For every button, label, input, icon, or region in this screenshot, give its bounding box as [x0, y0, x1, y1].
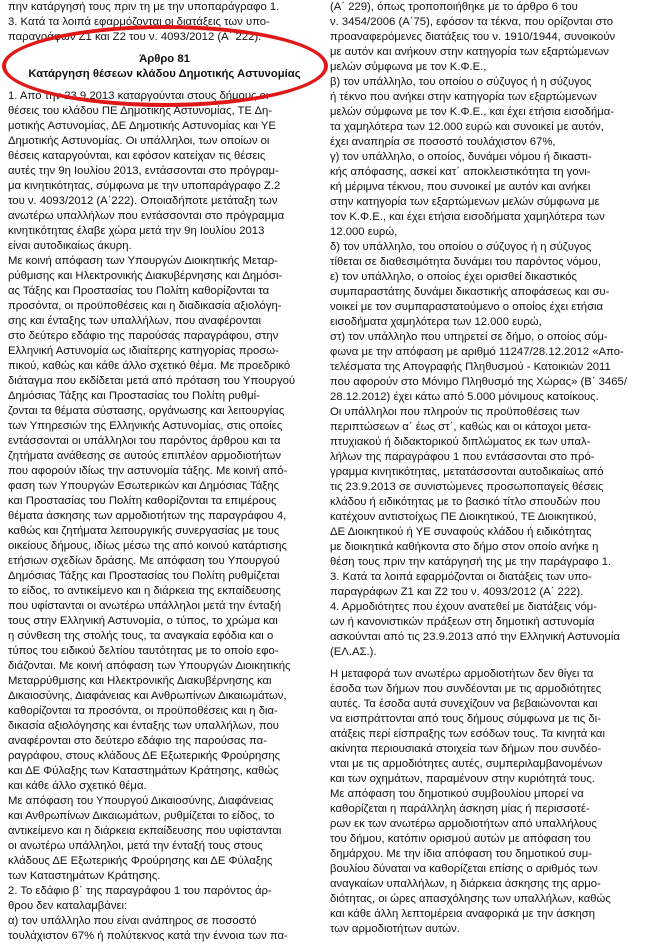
text-line: καθώς και ζητήματα λειτουργικής συνεργασίας με τους: [8, 525, 280, 537]
text-line: ρύθμισης και Ηλεκτρονικής Διακυβέρνησης και Δημόσι-: [8, 270, 283, 282]
text-line: του δήμου, κατόπιν ορισμού αυτών με απόφαση του: [330, 833, 591, 845]
text-line: κλάδου ή ειδικότητας με το βασικό τίτλο σπουδών που: [330, 496, 601, 508]
text-line: του ν. 4093/2012 (Α΄222). Οποιαδήποτε μετάταξη των: [8, 195, 278, 207]
text-line: και ΔΕ Φύλαξης των Καταστημάτων Κράτησης, καθώς: [8, 765, 279, 777]
text-line: τίθεται σε διαθεσιμότητα δυνάμει του παρόντος νόμου,: [330, 256, 601, 268]
text-line: στ) τον υπάλληλο που υπηρετεί σε δήμο, ο οποίος σύμ-: [330, 331, 608, 343]
text-line: Δημόσιας Τάξης και Προστασίας του Πολίτη ρυθμίζεται: [8, 570, 280, 582]
text-line: 3. Κατά τα λοιπά εφαρμόζονται οι διατάξεις των υπο-: [8, 16, 270, 28]
text-line: ραγράφου, στους κλάδους ΔΕ Εξωτερικής Φρούρησης: [8, 750, 281, 762]
text-line: διάζονται. Με κοινή απόφαση των Υπουργών Διοικητικής: [8, 660, 291, 672]
text-line: τους στην Ελληνική Αστυνομία, ο τύπος, το χρώμα και: [8, 615, 278, 627]
right-text-column: [330, 0, 643, 937]
text-line: κή μέριμνα τέκνου, που συνοικεί με αυτόν και ανήκει: [330, 181, 591, 193]
text-line: διότητας, οι ώρες απασχόλησης των υπαλλήλων, καθώς: [330, 893, 611, 905]
text-line: φωνα με την απόφαση με αριθμό 11247/28.12.2012 «Απο-: [330, 346, 624, 358]
text-line: και κάθε άλλη λεπτομέρεια αναφορικά με την άσκηση: [330, 908, 596, 920]
text-line: τον Κ.Φ.Ε., και έχει ετήσια εισοδήματα χαμηλότερα των: [330, 211, 605, 223]
text-line: τύπος του ειδικού δελτίου ταυτότητας με το οποίο εφο-: [8, 645, 279, 657]
text-line: κλάδους ΔΕ Εξωτερικής Φρούρησης και ΔΕ Φύλαξης: [8, 855, 273, 867]
text-line: κής απόφασης, ασκεί κατ΄ αποκλειστικότητα τη γονι-: [330, 166, 591, 178]
text-line: Η μεταφορά των ανωτέρω αρμοδιοτήτων δεν θίγει τα: [330, 668, 594, 680]
text-line: που υφίστανται οι ανωτέρω υπάλληλοι μετά την ένταξή: [8, 600, 282, 612]
text-line: σης και ένταξης των υπαλλήλων, που αναφέρονται: [8, 315, 262, 327]
text-line: Δημόσιας Τάξης και Προστασίας του Πολίτη ρυθμί-: [8, 390, 260, 402]
text-line: Μεταρρύθμισης και Ηλεκτρονικής Διακυβέρνησης και: [8, 675, 272, 687]
text-line: θέσεις του κλάδου ΠΕ Δημοτικής Αστυνομίας, ΤΕ Δη-: [8, 105, 273, 117]
text-line: μα κινητικότητας, σύμφωνα με την υποπαράγραφο Ζ.2: [8, 180, 281, 192]
text-line: κινητικότητας έλαβε χώρα μετά την 9η Ιουλίου 2013: [8, 225, 265, 237]
text-line: νοικεί με τον συμπαραστατούμενο ο οποίος έχει ετήσια: [330, 301, 604, 313]
text-line: η σύνθεση της στολής τους, τα αναγκαία εφόδια και ο: [8, 630, 274, 642]
text-line: μοτικής Αστυνομίας, ΔΕ Δημοτικής Αστυνομίας και ΥΕ: [8, 120, 276, 132]
text-line: λήλων της παραγράφου 1 που εντάσσονται στο πρό-: [330, 451, 595, 463]
text-line: Με απόφαση του Υπουργού Δικαιοσύνης, Διαφάνειας: [8, 795, 274, 807]
text-line: μελών σύμφωνα με τον Κ.Φ.Ε.,: [330, 61, 487, 73]
text-line: αναγκαίων υπαλλήλων, η διάρκεια άσκησης της αρμο-: [330, 878, 601, 890]
text-line: δημάρχου. Με την ίδια απόφαση του δημοτικού συμ-: [330, 848, 592, 860]
text-line: ων ή κανονιστικών πράξεων στη δημοτική αστυνομία: [330, 616, 595, 628]
text-line: 4. Αρμοδιότητες που έχουν ανατεθεί με διατάξεις νόμ-: [330, 601, 597, 613]
text-line: των αρμοδιοτήτων αυτών.: [330, 923, 460, 935]
text-line: και Προστασίας του Πολίτη καθορίζονται τα επιμέρους: [8, 495, 277, 507]
text-line: δικασία αξιολόγησης και ένταξης των υπαλλήλων, που: [8, 720, 279, 732]
text-line: ν. 3454/2006 (Α΄75), εφόσον τα τέκνα, που ορίζονται στο: [330, 16, 614, 28]
text-line: οικείους δήμους, ιδίως μέσω της από κοινού κατάρτισης: [8, 540, 287, 552]
text-line: τα χαμηλότερα των 12.000 ευρώ και συνοικεί με αυτόν,: [330, 121, 604, 133]
text-line: τελέσματα της Απογραφής Πληθυσμού - Κατοικιών 2011: [330, 361, 611, 373]
text-line: 3. Κατά τα λοιπά εφαρμόζονται οι διατάξεις των υπο-: [330, 571, 592, 583]
text-line: και των οχημάτων, παραμένουν στην κυριότητά τους.: [330, 773, 595, 785]
text-line: ας Τάξης και Προστασίας του Πολίτη καθορίζονται τα: [8, 285, 270, 297]
text-line: (Α΄ 229), όπως τροποποιήθηκε με το άρθρο 6 του: [330, 1, 578, 13]
text-line: ζονται τα θέματα σύστασης, οργάνωσης και λειτουργίας: [8, 405, 285, 417]
text-line: τις 23.9.2013 σε συνιστώμενες προσωποπαγείς θέσεις: [330, 481, 604, 493]
text-line: 1. Από την 23.9.2013 καταργούνται στους δήμους οι: [8, 90, 269, 102]
text-line: να εισπράττονται από τους δήμους σύμφωνα με τις δι-: [330, 713, 601, 725]
paragraph-gap: [8, 82, 321, 89]
text-line: και κάθε άλλο σχετικό θέμα.: [8, 780, 147, 792]
text-line: φαση των Υπουργών Εσωτερικών και Δημόσιας Τάξης: [8, 480, 280, 492]
text-line: με διοικητικά καθήκοντα στο δήμο στον οποίο ανήκε η: [330, 541, 599, 553]
text-line: ε) τον υπάλληλο, ο οποίος έχει ορισθεί δικαστικός: [330, 271, 577, 283]
text-line: βουλίου δύναται να καθορίζεται επίσης ο αριθμός των: [330, 863, 598, 875]
text-line: των Υπηρεσιών της Ελληνικής Αστυνομίας, στις οποίες: [8, 420, 283, 432]
text-line: το είδος, το αντικείμενο και η διάρκεια της εκπαίδευσης: [8, 585, 281, 597]
text-line: Οι υπάλληλοι που πληρούν τις προϋποθέσεις των: [330, 406, 580, 418]
text-line: αυτές την 9η Ιουλίου 2013, εντάσσονται στο πρόγραμ-: [8, 165, 279, 177]
text-line: παραγράφων Ζ1 και Ζ2 του ν. 4093/2012 (Α΄ 222).: [330, 586, 584, 598]
text-line: ρων εκ των ανωτέρω αρμοδιοτήτων από υπαλλήλους: [330, 818, 597, 830]
text-line: γ) τον υπάλληλο, ο οποίος, δυνάμει νόμου ή δικαστι-: [330, 151, 592, 163]
paragraph-gap: [8, 45, 321, 52]
text-line: με αυτόν και ανήκουν στην κατηγορία των εξαρτώμενων: [330, 46, 609, 58]
text-line: είναι αυτοδικαίως άκυρη.: [8, 240, 132, 252]
text-line: αυτές. Τα έσοδα αυτά συνεχίζουν να βεβαιώνονται και: [330, 698, 598, 710]
text-line: Με απόφαση του δημοτικού συμβουλίου μπορεί να: [330, 788, 584, 800]
text-line: ετήσιων σχεδίων δράσης. Με απόφαση του Υπουργού: [8, 555, 280, 567]
text-line: β) τον υπάλληλο, του οποίου ο σύζυγος ή η σύζυγος: [330, 76, 592, 88]
text-line: μελών σύμφωνα με τον Κ.Φ.Ε., και έχει ετήσια εισοδήμα-: [330, 106, 615, 118]
text-line: Δημοτικής Αστυνομίας. Οι υπάλληλοι, των οποίων οι: [8, 135, 270, 147]
text-line: α) τον υπάλληλο που είναι ανάπηρος σε ποσοστό: [8, 915, 257, 927]
text-line: θέση τους πριν την κατάργησή της με την παράγραφο 1.: [330, 556, 612, 568]
text-line: ΔΕ Διοικητικού ή ΥΕ συναφούς κλάδου ή ειδικότητας: [330, 526, 592, 538]
text-line: προσόντα, οι προϋποθέσεις και η διαδικασία αξιολόγη-: [8, 300, 282, 312]
text-line: δ) τον υπάλληλο, του οποίου ο σύζυγος ή η σύζυγος: [330, 241, 592, 253]
text-line: εντάσσονται οι υπάλληλοι του παρόντος άρθρου και τα: [8, 435, 281, 447]
text-line: ή τέκνο που ανήκει στην κατηγορία των εξαρτώμενων: [330, 91, 597, 103]
text-line: Με κοινή απόφαση των Υπουργών Διοικητικής Μεταρ-: [8, 255, 278, 267]
text-line: 2. Το εδάφιο β΄ της παραγράφου 1 του παρόντος άρ-: [8, 885, 272, 897]
text-line: εισοδήματα χαμηλότερα των 12.000 ευρώ,: [330, 316, 542, 328]
text-line: περιπτώσεων α΄ έως στ΄, καθώς και οι κάτοχοι μετα-: [330, 421, 592, 433]
text-line: Δικαιοσύνης, Διαφάνειας και Ανθρωπίνων Δικαιωμάτων,: [8, 690, 287, 702]
text-line: θέματα άσκησης των αρμοδιοτήτων της παραγράφου 4,: [8, 510, 287, 522]
text-line: έσοδα των δήμων που συνδέονται με τις αρμοδιότητες: [330, 683, 602, 695]
text-line: διάταγμα που εκδίδεται μετά από πρόταση του Υπουργού: [8, 375, 296, 387]
text-line: προαναφερόμενες διατάξεις του ν. 1910/1944, συνοικούν: [330, 31, 616, 43]
text-line: και Ανθρωπίνων Δικαιωμάτων, ρυθμίζεται το είδος, το: [8, 810, 275, 822]
paragraph-gap: [330, 660, 643, 667]
text-line: ζητήματα ανάθεσης σε αυτούς επιπλέον αρμοδιοτήτων: [8, 450, 281, 462]
article-heading-line: Κατάργηση θέσεων κλάδου Δημοτικής Αστυνομίας: [28, 68, 301, 80]
text-line: ασκούνται από τις 23.9.2013 από την Ελληνική Αστυνομία: [330, 631, 620, 643]
text-line: έχει αναπηρία σε ποσοστό τουλάχιστον 67%,: [330, 136, 556, 148]
text-line: ατάξεις περί είσπραξης των εσόδων τους. Τα κινητά και: [330, 728, 605, 740]
left-text-column: [8, 0, 321, 944]
text-line: κατέχουν αντιστοίχως ΠΕ Διοικητικού, ΤΕ Διοικητικού,: [330, 511, 597, 523]
text-line: στην κατηγορία των εξαρτώμενων μελών σύμφωνα με: [330, 196, 600, 208]
text-line: πην κατάργησή τους πριν τη με την υποπαράγραφο 1.: [8, 1, 280, 13]
text-line: παραγράφων Ζ1 και Ζ2 του ν. 4093/2012 (Α΄ 222).: [8, 31, 262, 43]
text-line: που αφορούν ιδίως την αστυνομία τάξης. Με κοινή από-: [8, 465, 288, 477]
text-line: που αφορούν στο Μόνιμο Πληθυσμό της Χώρας» (Β΄ 3465/: [330, 376, 627, 388]
text-line: τουλάχιστον 67% ή πολύτεκνος κατά την έννοια των πα-: [8, 930, 288, 942]
text-line: συμπαραστάτης δυνάμει δικαστικής αποφάσεως και συ-: [330, 286, 610, 298]
text-line: ακίνητα περιουσιακά στοιχεία των δήμων που συνδέο-: [330, 743, 602, 755]
text-line: πτυχιακού ή διδακτορικού διπλώματος εκ των υπαλ-: [330, 436, 591, 448]
article-heading-line: Άρθρο 81: [139, 53, 190, 65]
text-line: πικού, καθώς και κάθε άλλο σχετικό θέμα. Με προεδρικό: [8, 360, 291, 372]
text-line: 28.12.2012) έχει κάτω από 5.000 μόνιμους κατοίκους.: [330, 391, 599, 403]
text-line: Ελληνική Αστυνομία ως ιδιαίτερης κατηγορίας προσω-: [8, 345, 279, 357]
text-line: στο δεύτερο εδάφιο της παρούσας παραγράφου, στην: [8, 330, 279, 342]
text-line: (ΕΛ.ΑΣ.).: [330, 646, 377, 658]
text-line: καθορίζεται η παράλληλη άσκηση μίας ή περισσοτέ-: [330, 803, 590, 815]
text-line: θρου δεν καταλαμβάνει:: [8, 900, 128, 912]
text-line: νται με τις αρμοδιότητες αυτές, συμπεριλαμβανομένων: [330, 758, 603, 770]
text-line: 12.000 ευρώ,: [330, 226, 398, 238]
text-line: ανωτέρω υπαλλήλων που εντάσσονται στο πρόγραμμα: [8, 210, 285, 222]
text-line: αντικείμενο και η διάρκεια εκπαίδευσης που υφίστανται: [8, 825, 282, 837]
text-line: των Καταστημάτων Κράτησης.: [8, 870, 161, 882]
text-line: αναφέρονται στο δεύτερο εδάφιο της παρούσας πα-: [8, 735, 267, 747]
text-line: γραμμα κινητικότητας, μετατάσσονται αυτοδικαίως από: [330, 466, 604, 478]
text-line: καθορίζονται τα προσόντα, οι προϋποθέσεις και η δια-: [8, 705, 278, 717]
text-line: θέσεις καταργούνται, και εφόσον κατείχαν τις θέσεις: [8, 150, 266, 162]
text-line: οι ανωτέρω υπάλληλοι, μετά την ένταξή τους στους: [8, 840, 263, 852]
